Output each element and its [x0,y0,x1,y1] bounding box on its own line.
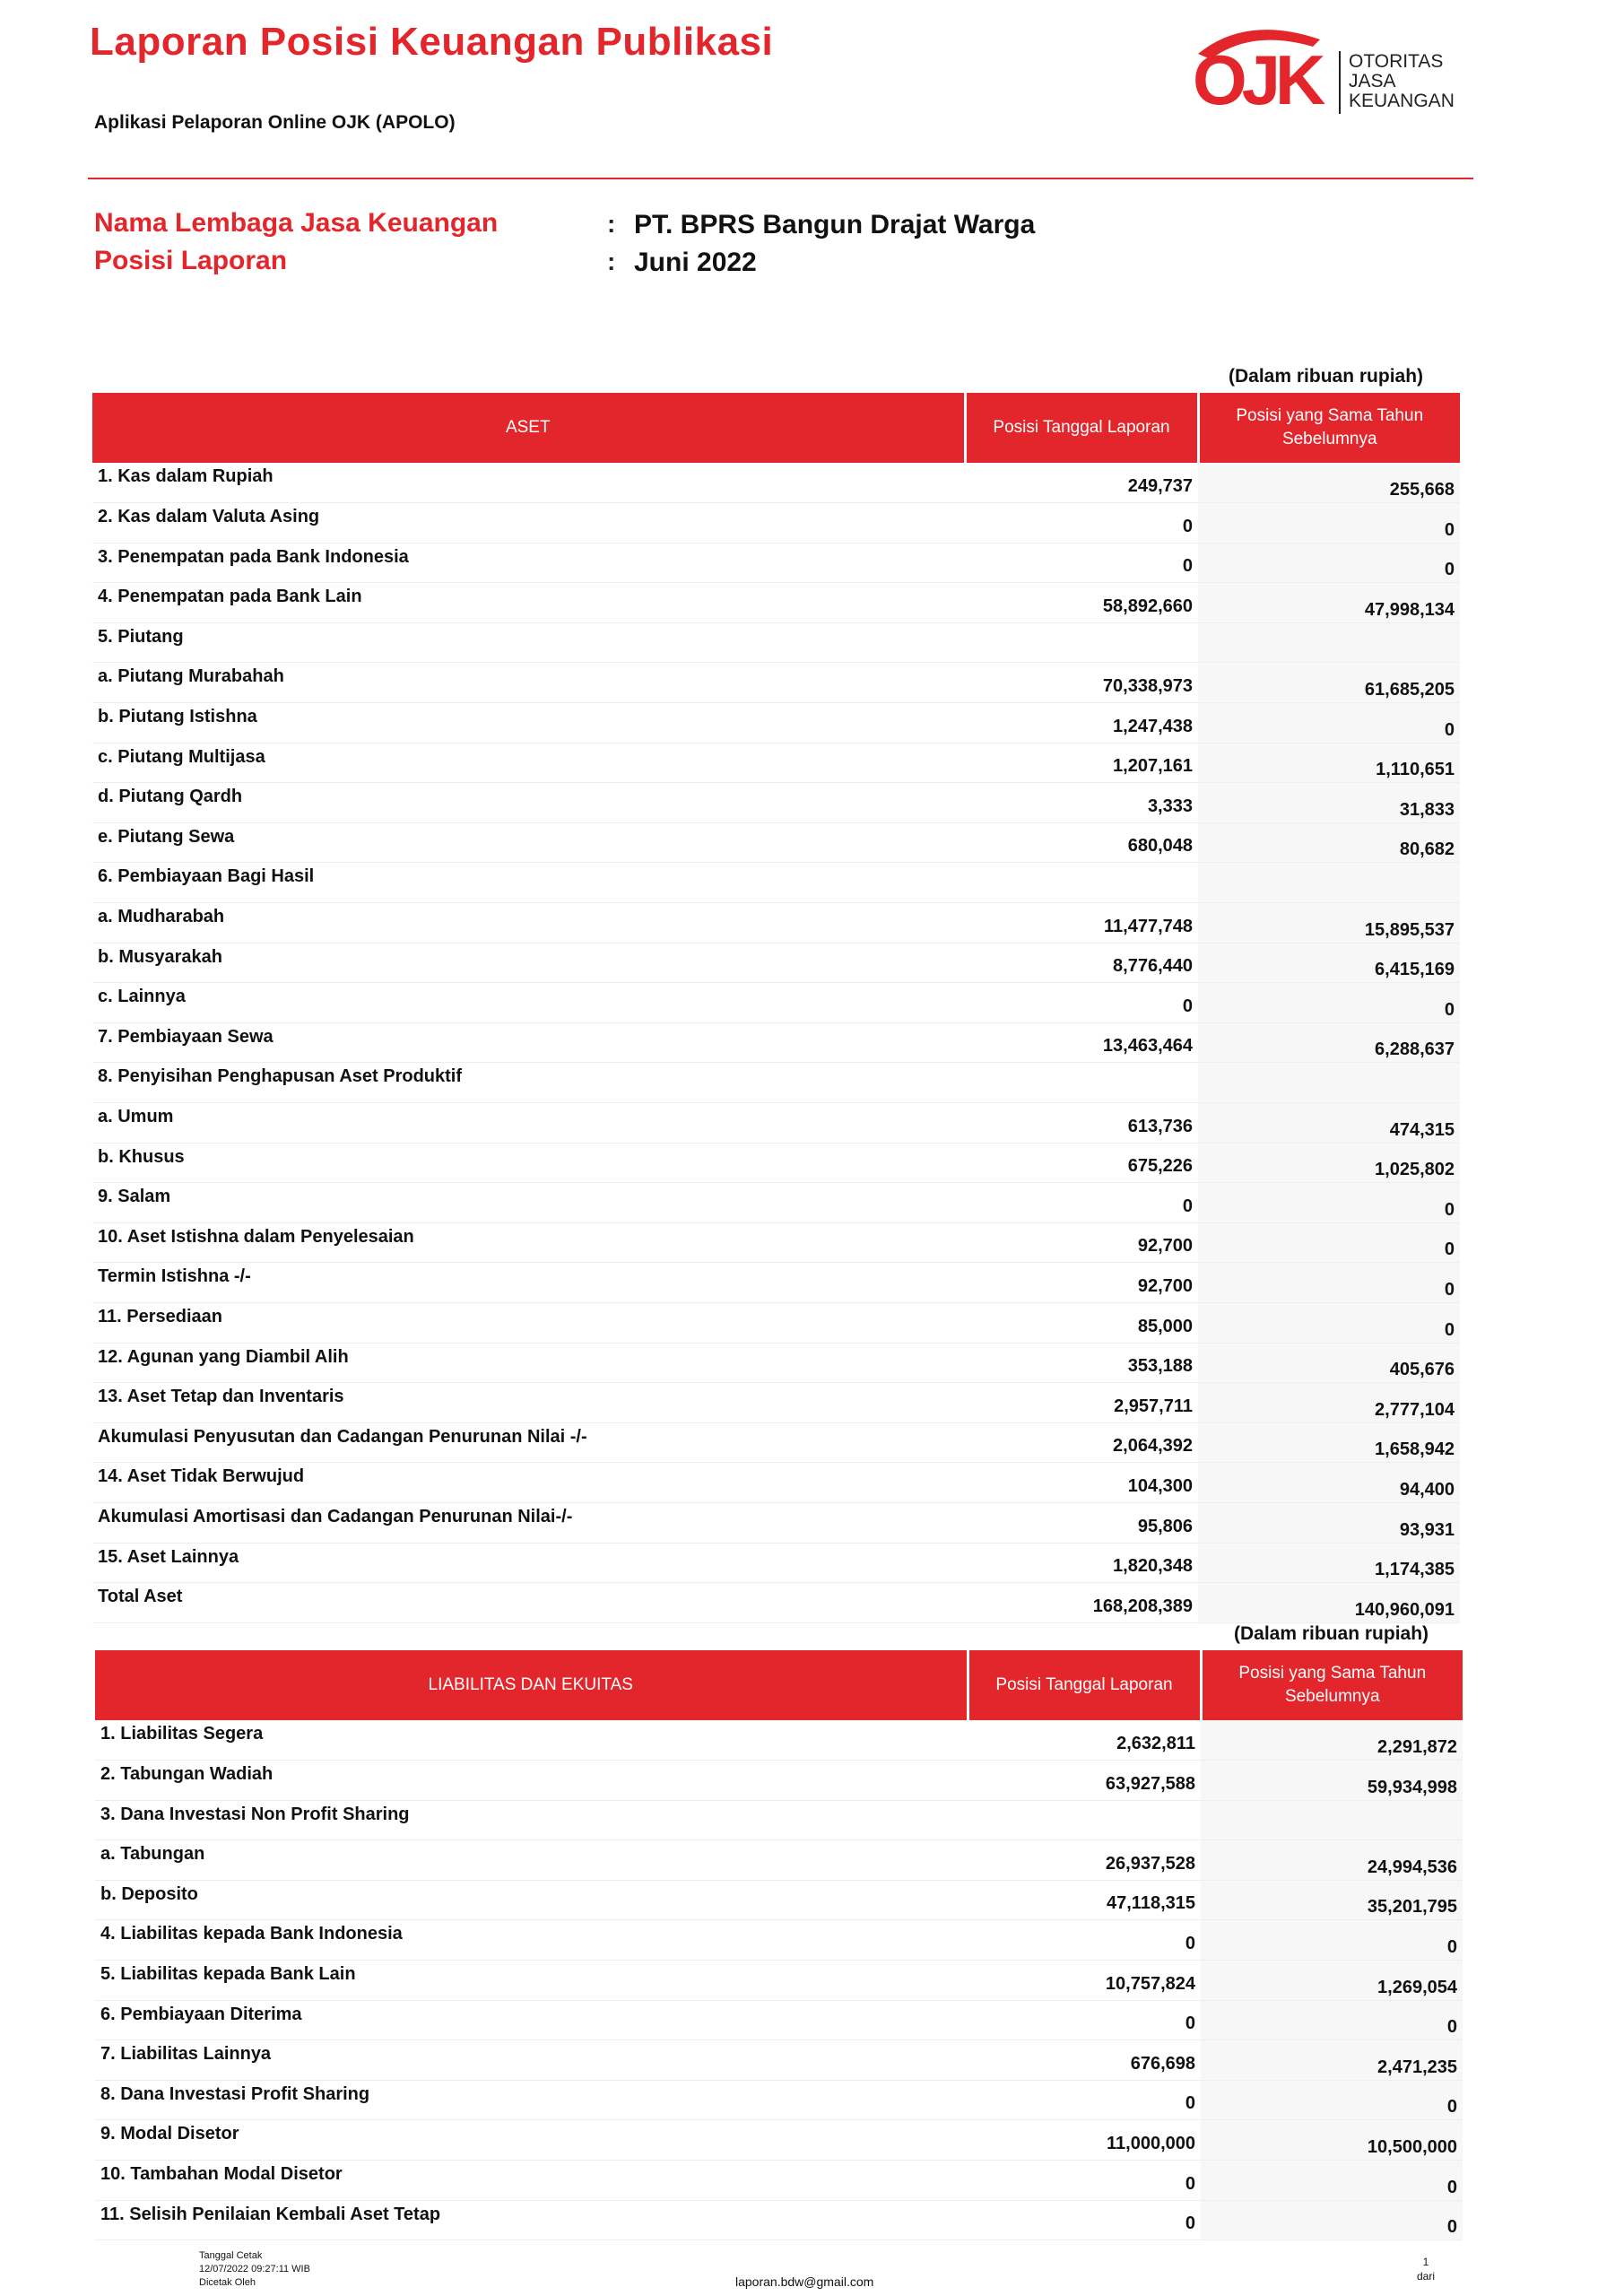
row-previous-cell: 0 [1198,503,1460,544]
row-current-cell: 85,000 [965,1302,1198,1343]
table-row [92,1543,1460,1583]
report-subtitle: Aplikasi Pelaporan Online OJK (APOLO) [94,112,456,133]
table-row [92,1143,1460,1183]
row-previous-cell: 2,777,104 [1198,1383,1460,1423]
table-row [95,2040,1463,2081]
row-current-cell: 2,632,811 [968,1720,1201,1761]
row-current-cell: 95,806 [965,1502,1198,1543]
table-row [92,1103,1460,1144]
row-current-cell: 0 [965,983,1198,1023]
row-current-cell: 680,048 [965,822,1198,863]
page-number: 1 [1422,2256,1429,2268]
row-label-cell: 1. Liabilitas Segera [95,1720,968,1761]
liabilities-header-previous: Posisi yang Sama Tahun Sebelumnya [1201,1650,1463,1720]
row-label-cell: b. Khusus [92,1143,965,1183]
row-previous-cell: 0 [1198,1302,1460,1343]
row-current-cell: 47,118,315 [968,1880,1201,1920]
row-previous-cell: 24,994,536 [1201,1840,1463,1881]
row-current-cell: 675,226 [965,1143,1198,1183]
row-current-cell: 92,700 [965,1222,1198,1263]
table-row [92,543,1460,583]
row-current-cell: 10,757,824 [968,1961,1201,2001]
row-current-cell: 2,957,711 [965,1383,1198,1423]
row-previous-cell: 6,288,637 [1198,1022,1460,1063]
logo-divider [1339,51,1341,114]
row-current-cell: 613,736 [965,1103,1198,1144]
row-label-cell: 5. Piutang [92,622,965,663]
row-previous-cell: 1,025,802 [1198,1143,1460,1183]
row-label-cell: b. Musyarakah [92,943,965,983]
logo-word-1: OTORITAS [1349,51,1444,72]
row-previous-cell: 0 [1198,1183,1460,1223]
page-of-label: dari [1417,2270,1436,2283]
row-current-cell [965,1063,1198,1103]
table-row [92,463,1460,503]
table-row [92,1422,1460,1463]
table-row [95,1920,1463,1961]
footer-email: laporan.bdw@gmail.com [735,2274,874,2289]
table-row [92,1583,1460,1623]
row-current-cell: 0 [965,503,1198,544]
assets-header-row [92,393,1460,463]
row-label-cell: Akumulasi Penyusutan dan Cadangan Penurunan Nilai -/- [92,1422,965,1463]
row-label-cell: 6. Pembiayaan Bagi Hasil [92,863,965,903]
institution-separator: : [607,210,616,238]
print-date-value: 12/07/2022 09:27:11 WIB [199,2264,310,2274]
assets-header-item: ASET [92,393,965,463]
table-row [95,2080,1463,2120]
row-current-cell: 26,937,528 [968,1840,1201,1881]
row-previous-cell: 140,960,091 [1198,1583,1460,1623]
table-row [95,2161,1463,2201]
table-row [92,583,1460,623]
row-previous-cell: 15,895,537 [1198,903,1460,944]
row-previous-cell: 1,269,054 [1201,1961,1463,2001]
print-info [199,2249,310,2290]
assets-header-current: Posisi Tanggal Laporan [965,393,1198,463]
liabilities-table [95,1650,1463,2240]
row-current-cell: 11,000,000 [968,2120,1201,2161]
table-row [95,2000,1463,2040]
row-current-cell: 1,820,348 [965,1543,1198,1583]
table-row [95,1961,1463,2001]
ojk-logo-words [1349,52,1455,111]
print-date-label: Tanggal Cetak [199,2250,263,2261]
row-previous-cell: 474,315 [1198,1103,1460,1144]
row-current-cell: 0 [968,1920,1201,1961]
row-current-cell: 676,698 [968,2040,1201,2081]
row-current-cell: 0 [968,2080,1201,2120]
table-row [92,1022,1460,1063]
row-label-cell: e. Piutang Sewa [92,822,965,863]
row-label-cell: 2. Kas dalam Valuta Asing [92,503,965,544]
row-previous-cell [1198,1063,1460,1103]
row-previous-cell: 0 [1201,2200,1463,2240]
row-label-cell: 6. Pembiayaan Diterima [95,2000,968,2040]
row-label-cell: 1. Kas dalam Rupiah [92,463,965,503]
row-previous-cell: 405,676 [1198,1343,1460,1383]
row-label-cell: 11. Selisih Penilaian Kembali Aset Tetap [95,2200,968,2240]
logo-word-3: KEUANGAN [1349,91,1455,111]
liabilities-table-body [95,1720,1463,2240]
row-label-cell: 9. Modal Disetor [95,2120,968,2161]
row-label-cell: 13. Aset Tetap dan Inventaris [92,1383,965,1423]
table-row [92,783,1460,823]
institution-label: Nama Lembaga Jasa Keuangan [94,208,499,238]
row-label-cell: 10. Tambahan Modal Disetor [95,2161,968,2201]
row-label-cell: 14. Aset Tidak Berwujud [92,1463,965,1503]
row-label-cell: 11. Persediaan [92,1302,965,1343]
row-previous-cell: 47,998,134 [1198,583,1460,623]
row-current-cell: 0 [965,543,1198,583]
table-row [92,983,1460,1023]
table-row [95,2120,1463,2161]
liabilities-header-row [95,1650,1463,1720]
row-current-cell: 58,892,660 [965,583,1198,623]
ojk-logo-mark: OJK [1193,40,1321,119]
table-row [92,703,1460,744]
row-previous-cell: 255,668 [1198,463,1460,503]
table-row [95,1800,1463,1840]
row-label-cell: 10. Aset Istishna dalam Penyelesaian [92,1222,965,1263]
row-current-cell: 1,207,161 [965,743,1198,783]
table-row [95,1880,1463,1920]
period-separator: : [607,248,616,275]
row-previous-cell: 1,110,651 [1198,743,1460,783]
row-current-cell: 8,776,440 [965,943,1198,983]
table-row [92,622,1460,663]
row-label-cell: Total Aset [92,1583,965,1623]
table-row [92,903,1460,944]
assets-table [92,393,1460,1623]
row-current-cell: 92,700 [965,1263,1198,1303]
table-row [92,1502,1460,1543]
row-label-cell: 4. Liabilitas kepada Bank Indonesia [95,1920,968,1961]
row-label-cell: 12. Agunan yang Diambil Alih [92,1343,965,1383]
row-previous-cell: 31,833 [1198,783,1460,823]
row-label-cell: 8. Penyisihan Penghapusan Aset Produktif [92,1063,965,1103]
printed-by-label: Dicetak Oleh [199,2277,256,2288]
row-previous-cell: 1,658,942 [1198,1422,1460,1463]
row-label-cell: 7. Pembiayaan Sewa [92,1022,965,1063]
row-previous-cell: 61,685,205 [1198,663,1460,703]
row-current-cell: 0 [968,2000,1201,2040]
row-previous-cell: 35,201,795 [1201,1880,1463,1920]
table-row [92,822,1460,863]
table-row [95,1761,1463,1801]
row-label-cell: 5. Liabilitas kepada Bank Lain [95,1961,968,2001]
row-label-cell: 3. Dana Investasi Non Profit Sharing [95,1800,968,1840]
row-previous-cell: 59,934,998 [1201,1761,1463,1801]
row-previous-cell [1201,1800,1463,1840]
table-row [92,863,1460,903]
table-row [92,1222,1460,1263]
table-row [92,1183,1460,1223]
table-row [92,1263,1460,1303]
table-row [92,1383,1460,1423]
row-current-cell: 168,208,389 [965,1583,1198,1623]
row-previous-cell: 0 [1201,2161,1463,2201]
row-label-cell: 15. Aset Lainnya [92,1543,965,1583]
row-previous-cell: 0 [1201,2080,1463,2120]
row-label-cell: 2. Tabungan Wadiah [95,1761,968,1801]
header-divider [88,178,1473,179]
row-current-cell: 104,300 [965,1463,1198,1503]
row-previous-cell: 6,415,169 [1198,943,1460,983]
row-current-cell: 13,463,464 [965,1022,1198,1063]
row-previous-cell: 2,471,235 [1201,2040,1463,2081]
table-row [95,1840,1463,1881]
row-label-cell: b. Deposito [95,1880,968,1920]
table-row [92,1463,1460,1503]
assets-table-body [92,463,1460,1622]
row-current-cell: 63,927,588 [968,1761,1201,1801]
row-current-cell [965,863,1198,903]
row-previous-cell: 10,500,000 [1201,2120,1463,2161]
row-previous-cell: 80,682 [1198,822,1460,863]
logo-word-2: JASA [1349,71,1396,91]
row-current-cell: 2,064,392 [965,1422,1198,1463]
row-label-cell: 4. Penempatan pada Bank Lain [92,583,965,623]
table-row [92,1302,1460,1343]
report-title: Laporan Posisi Keuangan Publikasi [90,20,774,64]
row-label-cell: d. Piutang Qardh [92,783,965,823]
row-previous-cell: 0 [1198,703,1460,744]
institution-value: PT. BPRS Bangun Drajat Warga [634,210,1036,239]
row-label-cell: 8. Dana Investasi Profit Sharing [95,2080,968,2120]
row-previous-cell: 0 [1198,1222,1460,1263]
row-label-cell: a. Umum [92,1103,965,1144]
row-label-cell: 7. Liabilitas Lainnya [95,2040,968,2081]
row-current-cell: 0 [968,2161,1201,2201]
table-row [92,1063,1460,1103]
row-current-cell: 0 [965,1183,1198,1223]
row-label-cell: Akumulasi Amortisasi dan Cadangan Penurunan Nilai-/- [92,1502,965,1543]
row-previous-cell [1198,622,1460,663]
row-previous-cell: 0 [1201,1920,1463,1961]
row-current-cell: 353,188 [965,1343,1198,1383]
row-previous-cell: 0 [1198,983,1460,1023]
table-row [92,663,1460,703]
ojk-logo [1193,20,1498,118]
table-row [95,1720,1463,1761]
row-previous-cell: 0 [1201,2000,1463,2040]
table-row [92,503,1460,544]
row-previous-cell: 1,174,385 [1198,1543,1460,1583]
liabilities-header-current: Posisi Tanggal Laporan [968,1650,1201,1720]
row-current-cell [968,1800,1201,1840]
liabilities-header-item: LIABILITAS DAN EKUITAS [95,1650,968,1720]
row-current-cell: 0 [968,2200,1201,2240]
table-row [92,1343,1460,1383]
row-current-cell: 70,338,973 [965,663,1198,703]
row-label-cell: b. Piutang Istishna [92,703,965,744]
row-label-cell: c. Piutang Multijasa [92,743,965,783]
row-label-cell: a. Tabungan [95,1840,968,1881]
row-label-cell: a. Piutang Murabahah [92,663,965,703]
row-previous-cell [1198,863,1460,903]
row-previous-cell: 2,291,872 [1201,1720,1463,1761]
row-current-cell: 11,477,748 [965,903,1198,944]
row-previous-cell: 94,400 [1198,1463,1460,1503]
row-label-cell: c. Lainnya [92,983,965,1023]
assets-unit-note: (Dalam ribuan rupiah) [1229,366,1424,387]
table-row [95,2200,1463,2240]
row-previous-cell: 93,931 [1198,1502,1460,1543]
page-indicator [1417,2255,1435,2283]
period-label: Posisi Laporan [94,246,288,275]
row-label-cell: 9. Salam [92,1183,965,1223]
liabilities-unit-note: (Dalam ribuan rupiah) [1234,1623,1429,1644]
row-current-cell: 3,333 [965,783,1198,823]
row-previous-cell: 0 [1198,1263,1460,1303]
table-row [92,943,1460,983]
row-current-cell: 1,247,438 [965,703,1198,744]
table-row [92,743,1460,783]
assets-header-previous: Posisi yang Sama Tahun Sebelumnya [1198,393,1460,463]
row-label-cell: Termin Istishna -/- [92,1263,965,1303]
row-current-cell: 249,737 [965,463,1198,503]
row-label-cell: a. Mudharabah [92,903,965,944]
row-previous-cell: 0 [1198,543,1460,583]
row-current-cell [965,622,1198,663]
row-label-cell: 3. Penempatan pada Bank Indonesia [92,543,965,583]
period-value: Juni 2022 [634,248,757,277]
